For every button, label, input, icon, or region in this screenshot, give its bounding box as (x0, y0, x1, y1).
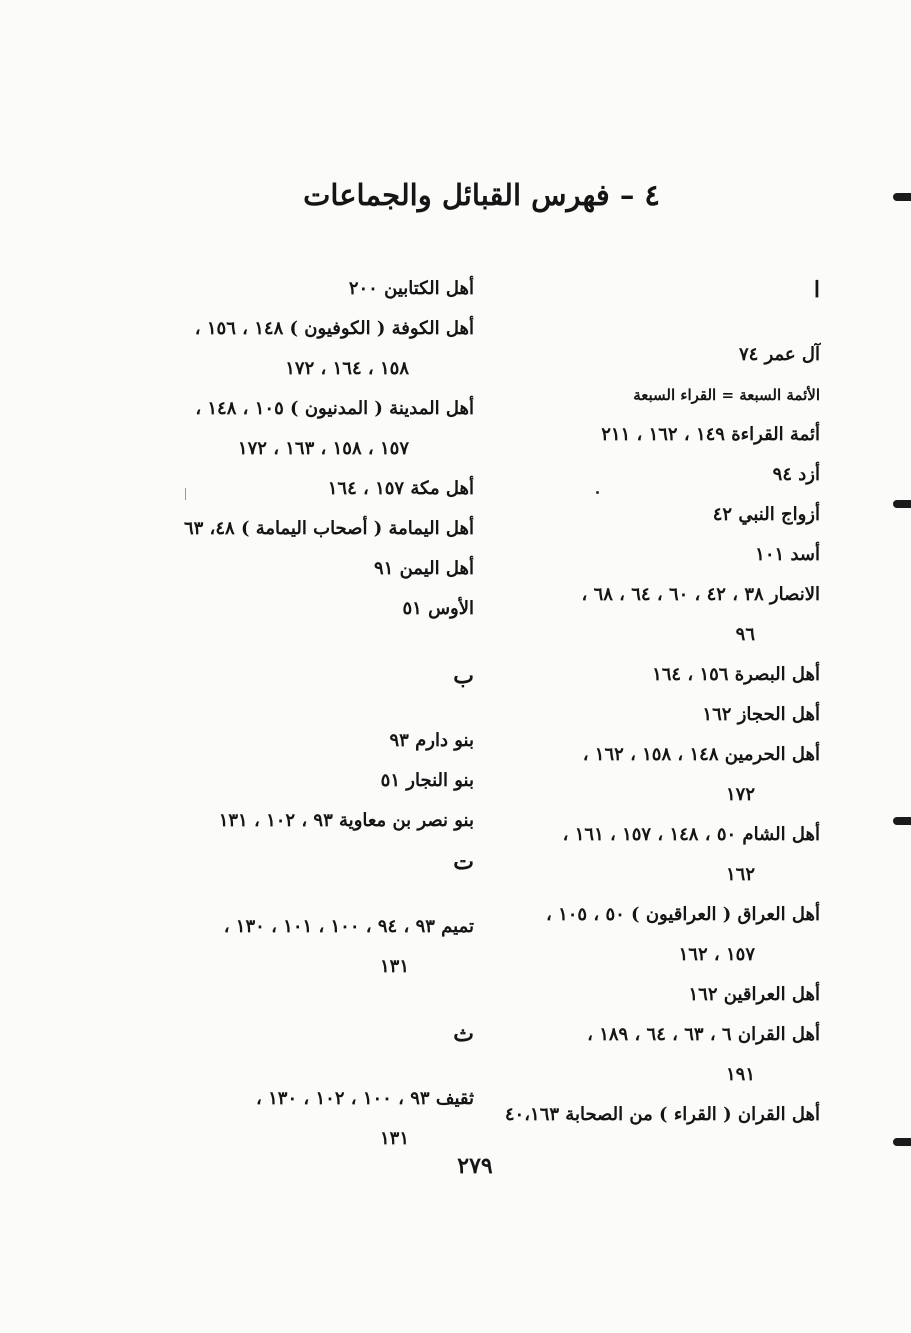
index-entry: أهل البصرة ١٥٦ ، ١٦٤ (652, 664, 820, 685)
index-entry: أئمة القراءة ١٤٩ ، ١٦٢ ، ٢١١ (601, 424, 820, 445)
index-entry-continuation: ١٥٧ ، ١٥٨ ، ١٦٣ ، ١٧٢ (237, 438, 409, 459)
index-entry: أهل الشام ٥٠ ، ١٤٨ ، ١٥٧ ، ١٦١ ، (562, 824, 820, 845)
index-entry: بنو النجار ٥١ (380, 770, 474, 791)
spacer (152, 882, 474, 908)
spacer (152, 1054, 474, 1080)
index-entry: أزواج النبي ٤٢ (712, 504, 820, 525)
index-entry: أهل اليمن ٩١ (373, 558, 474, 579)
index-entry-continuation: ١٧٢ (725, 784, 755, 805)
index-column-right (485, 270, 820, 1136)
section-letter-ta: ت (453, 849, 474, 875)
index-entry: الأوس ٥١ (402, 598, 474, 619)
index-entry: أهل العراقين ١٦٢ (688, 984, 820, 1005)
scan-speck (185, 488, 186, 500)
section-letter-tha: ث (453, 1021, 474, 1047)
index-entry: أهل اليمامة ( أصحاب اليمامة ) ٤٨، ٦٣ (183, 518, 474, 539)
index-entry: الانصار ٣٨ ، ٤٢ ، ٦٠ ، ٦٤ ، ٦٨ ، (581, 584, 820, 605)
index-entry-continuation: ١٩١ (725, 1064, 755, 1085)
index-entry-continuation: ١٦٢ (725, 864, 755, 885)
index-entry: أهل الحجاز ١٦٢ (702, 704, 820, 725)
index-entry-continuation: ١٥٨ ، ١٦٤ ، ١٧٢ (285, 358, 409, 379)
scan-margin-mark (893, 817, 911, 825)
index-entry-continuation: ٩٦ (735, 624, 755, 645)
index-entry: أهل الكوفة ( الكوفيون ) ١٤٨ ، ١٥٦ ، (194, 318, 474, 339)
scan-margin-mark (893, 193, 911, 201)
index-column-left (152, 270, 474, 1160)
spacer (485, 310, 820, 336)
index-entry: الأئمة السبعة = القراء السبعة (633, 386, 820, 404)
index-entry-continuation: ١٥٧ ، ١٦٢ (678, 944, 755, 965)
index-entry: أهل العراق ( العراقيون ) ٥٠ ، ١٠٥ ، (546, 904, 820, 925)
page-number: ٢٧٩ (457, 1153, 493, 1179)
spacer (152, 696, 474, 722)
index-entry: أسد ١٠١ (755, 544, 820, 565)
spacer (152, 630, 474, 656)
section-letter-alif: ا (813, 277, 820, 303)
index-entry: تميم ٩٣ ، ٩٤ ، ١٠٠ ، ١٠١ ، ١٣٠ ، (223, 916, 474, 937)
index-entry: أهل مكة ١٥٧ ، ١٦٤ (327, 478, 474, 499)
spacer (152, 988, 474, 1014)
index-entry: أهل الحرمين ١٤٨ ، ١٥٨ ، ١٦٢ ، (582, 744, 820, 765)
index-entry: أهل القران ( القراء ) من الصحابة ٤٠،١٦٣ (504, 1104, 820, 1125)
index-entry: أهل القران ٦ ، ٦٣ ، ٦٤ ، ١٨٩ ، (587, 1024, 820, 1045)
index-entry: أهل الكتابين ٢٠٠ (348, 278, 474, 299)
section-letter-ba: ب (453, 663, 474, 689)
index-entry-continuation: ١٣١ (379, 956, 409, 977)
index-entry: بنو دارم ٩٣ (389, 730, 474, 751)
scan-speck (596, 491, 599, 494)
index-entry: أزد ٩٤ (772, 464, 820, 485)
index-entry: ثقيف ٩٣ ، ١٠٠ ، ١٠٢ ، ١٣٠ ، (256, 1088, 474, 1109)
scan-margin-mark (893, 1138, 911, 1146)
index-entry: بنو نصر بن معاوية ٩٣ ، ١٠٢ ، ١٣١ (218, 810, 474, 831)
index-entry-continuation: ١٣١ (379, 1128, 409, 1149)
page-title: ٤ – فهرس القبائل والجماعات (303, 178, 660, 212)
index-entry: أهل المدينة ( المدنيون ) ١٠٥ ، ١٤٨ ، (195, 398, 474, 419)
index-entry: آل عمر ٧٤ (738, 344, 820, 365)
scan-margin-mark (893, 500, 911, 508)
